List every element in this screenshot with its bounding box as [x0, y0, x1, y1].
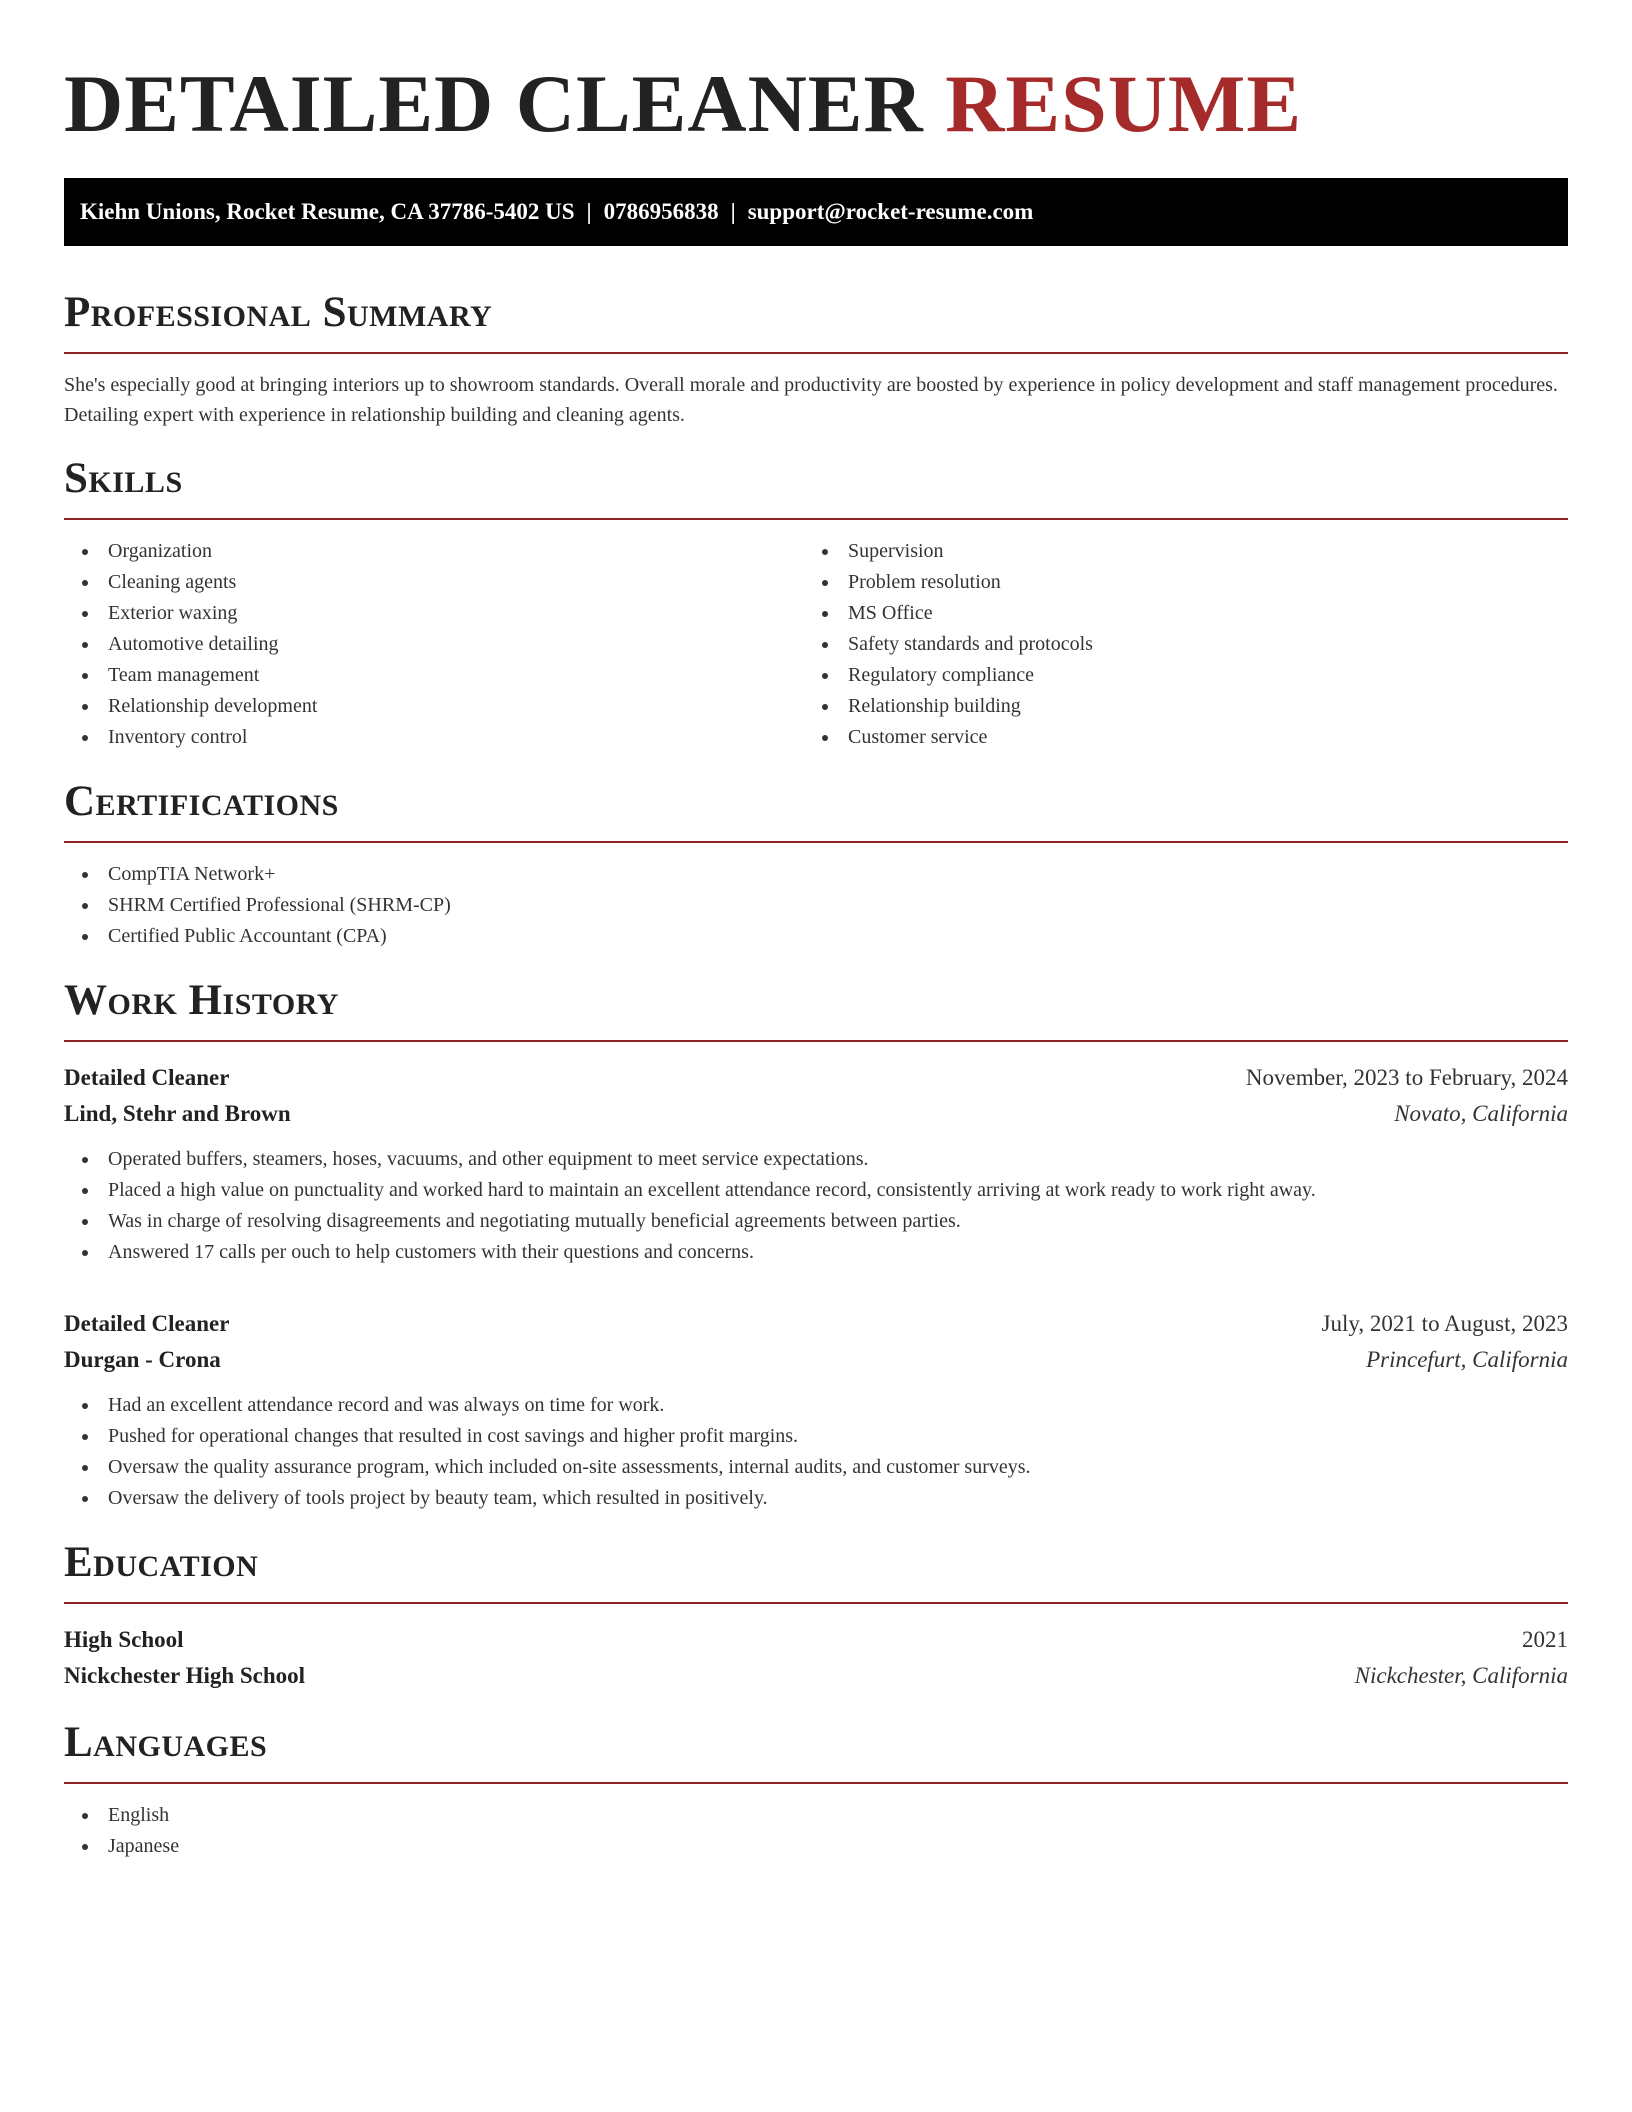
certification-item: CompTIA Network+ — [64, 859, 1568, 890]
education-location: Nickchester, California — [1354, 1663, 1568, 1688]
job-location: Princefurt, California — [1366, 1347, 1568, 1372]
job-company-row — [64, 1096, 1568, 1132]
skill-item: Relationship development — [64, 691, 804, 722]
skill-item: Relationship building — [804, 691, 1544, 722]
language-item: Japanese — [64, 1831, 1568, 1862]
education-degree-row — [64, 1622, 1568, 1658]
summary-text: She's especially good at bringing interiors up to showroom standards. Overall morale and productivity are boosted by experience in policy development and staff management procedures. Detailing expert with experience in relationship building and cleaning agents. — [64, 374, 1558, 426]
skills-list-right — [804, 536, 1544, 753]
language-item: English — [64, 1800, 1568, 1831]
job-duty: Operated buffers, steamers, hoses, vacuums, and other equipment to meet service expectations. — [64, 1144, 1568, 1175]
job-title: Detailed Cleaner — [64, 1311, 230, 1336]
skill-item: Inventory control — [64, 722, 804, 753]
skills-grid — [64, 536, 1568, 753]
contact-email: support@rocket-resume.com — [747, 199, 1034, 224]
job-entry — [64, 1060, 1568, 1268]
skills-heading: Skills — [64, 454, 1568, 520]
skill-item: Automotive detailing — [64, 629, 804, 660]
skill-item: Team management — [64, 660, 804, 691]
job-duty: Oversaw the delivery of tools project by beauty team, which resulted in positively. — [64, 1483, 1568, 1514]
job-location: Novato, California — [1394, 1101, 1568, 1126]
education-school-row — [64, 1658, 1568, 1694]
job-duty: Oversaw the quality assurance program, which included on-site assessments, internal audits, and customer surveys. — [64, 1452, 1568, 1483]
skill-item: Supervision — [804, 536, 1544, 567]
contact-bar — [64, 178, 1568, 246]
job-duty: Answered 17 calls per ouch to help customers with their questions and concerns. — [64, 1237, 1568, 1268]
contact-address: Kiehn Unions, Rocket Resume, CA 37786-5402 US — [80, 199, 575, 224]
job-company: Durgan - Crona — [64, 1347, 221, 1372]
skill-item: Customer service — [804, 722, 1544, 753]
skills-list-left — [64, 536, 804, 753]
certification-item: SHRM Certified Professional (SHRM-CP) — [64, 890, 1568, 921]
education-entry — [64, 1622, 1568, 1694]
job-duties-list — [64, 1390, 1568, 1514]
job-duty: Had an excellent attendance record and was always on time for work. — [64, 1390, 1568, 1421]
languages-heading: Languages — [64, 1718, 1568, 1784]
contact-phone: 0786956838 — [603, 199, 719, 224]
resume-title — [64, 0, 1568, 150]
job-header-row — [64, 1306, 1568, 1342]
job-company: Lind, Stehr and Brown — [64, 1101, 291, 1126]
job-duties-list — [64, 1144, 1568, 1268]
education-degree: High School — [64, 1627, 184, 1652]
job-company-row — [64, 1342, 1568, 1378]
title-accent: RESUME — [945, 58, 1303, 149]
job-duty: Pushed for operational changes that resulted in cost savings and higher profit margins. — [64, 1421, 1568, 1452]
skill-item: MS Office — [804, 598, 1544, 629]
job-duty: Placed a high value on punctuality and worked hard to maintain an excellent attendance record, consistently arriving at work ready to work right away. — [64, 1175, 1568, 1206]
contact-separator: | — [730, 199, 736, 224]
skill-item: Safety standards and protocols — [804, 629, 1544, 660]
work-history-heading: Work History — [64, 976, 1568, 1042]
certifications-heading: Certifications — [64, 777, 1568, 843]
job-dates: November, 2023 to February, 2024 — [1245, 1065, 1568, 1090]
summary-heading: Professional Summary — [64, 288, 1568, 354]
job-dates: July, 2021 to August, 2023 — [1321, 1311, 1568, 1336]
contact-separator: | — [586, 199, 592, 224]
skill-item: Exterior waxing — [64, 598, 804, 629]
skill-item: Problem resolution — [804, 567, 1544, 598]
skill-item: Cleaning agents — [64, 567, 804, 598]
title-main: DETAILED CLEANER — [64, 58, 924, 149]
languages-list — [64, 1800, 1568, 1862]
education-year: 2021 — [1522, 1627, 1568, 1652]
job-duty: Was in charge of resolving disagreements and negotiating mutually beneficial agreements between parties. — [64, 1206, 1568, 1237]
skill-item: Regulatory compliance — [804, 660, 1544, 691]
education-heading: Education — [64, 1538, 1568, 1604]
certifications-list — [64, 859, 1568, 952]
education-school: Nickchester High School — [64, 1663, 306, 1688]
certification-item: Certified Public Accountant (CPA) — [64, 921, 1568, 952]
skill-item: Organization — [64, 536, 804, 567]
job-entry — [64, 1306, 1568, 1514]
job-header-row — [64, 1060, 1568, 1096]
job-title: Detailed Cleaner — [64, 1065, 230, 1090]
